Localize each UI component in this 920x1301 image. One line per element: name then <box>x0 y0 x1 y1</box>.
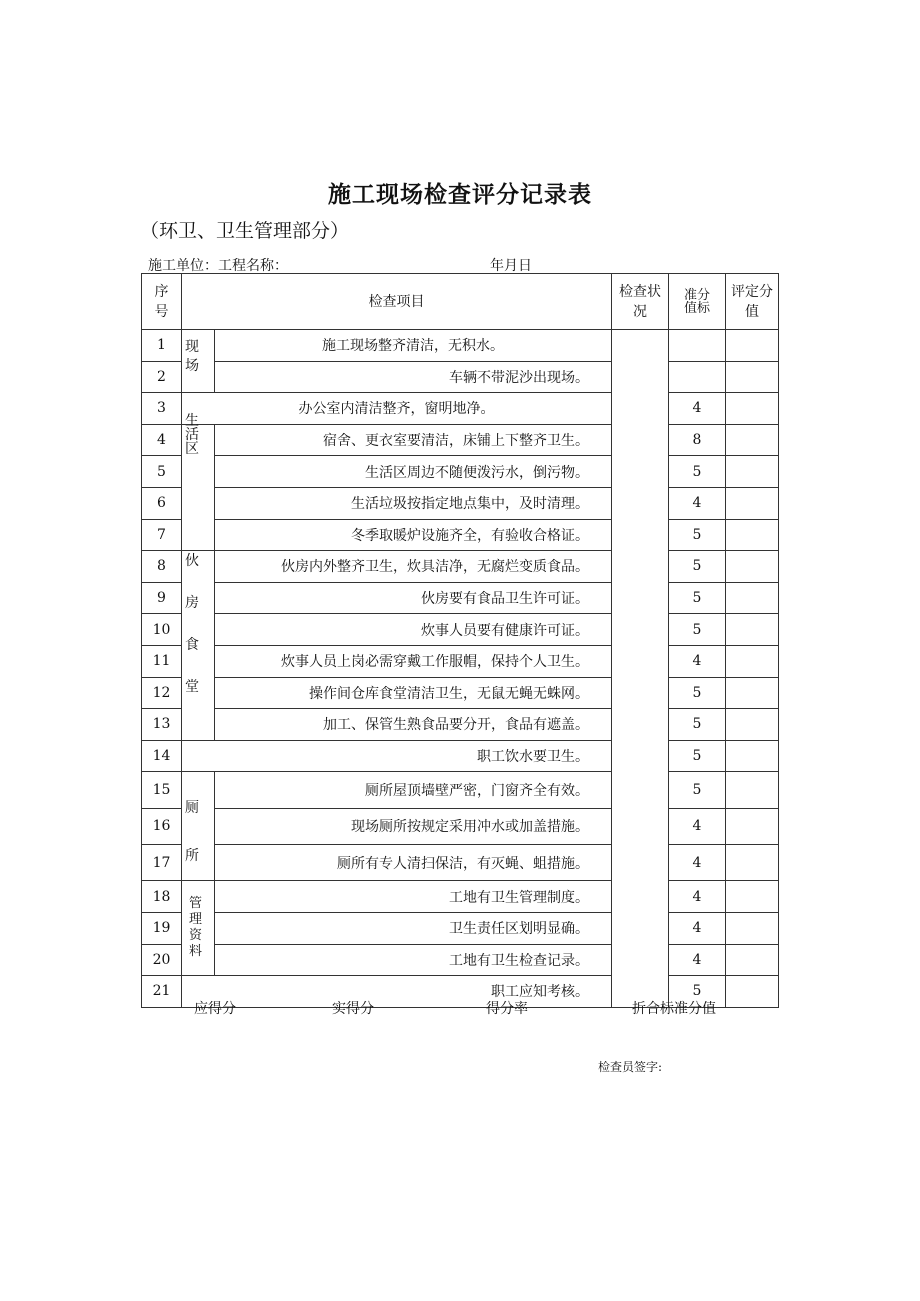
check-item: 操作间仓库食堂清洁卫生，无鼠无蝇无蛛网。 <box>215 677 612 709</box>
table-row <box>142 944 779 976</box>
rating-cell <box>726 881 779 913</box>
row-number: 19 <box>142 912 182 944</box>
row-number: 21 <box>142 976 182 1008</box>
check-item: 职工应知考核。 <box>182 976 612 1008</box>
standard-score: 5 <box>669 519 726 551</box>
check-item: 炊事人员要有健康许可证。 <box>215 614 612 646</box>
row-number: 18 <box>142 881 182 913</box>
inspection-table <box>141 273 779 1008</box>
rating-cell <box>726 456 779 488</box>
table-row <box>142 677 779 709</box>
rating-cell <box>726 487 779 519</box>
row-number: 2 <box>142 361 182 393</box>
rating-cell <box>726 844 779 880</box>
table-row <box>142 709 779 741</box>
standard-score: 5 <box>669 456 726 488</box>
standard-score <box>669 330 726 362</box>
check-item: 生活区周边不随便泼污水，倒污物。 <box>215 456 612 488</box>
rating-cell <box>726 740 779 772</box>
table-row <box>142 361 779 393</box>
check-item: 伙房要有食品卫生许可证。 <box>215 582 612 614</box>
rating-cell <box>726 393 779 425</box>
row-number: 16 <box>142 808 182 844</box>
row-number: 1 <box>142 330 182 362</box>
table-row <box>142 772 779 808</box>
rating-cell <box>726 519 779 551</box>
check-item: 施工现场整齐清洁，无积水。 <box>215 330 612 362</box>
row-number: 3 <box>142 393 182 425</box>
header-status: 检查状况 <box>612 274 669 330</box>
converted-score-label: 折合标准分值 <box>632 1001 716 1017</box>
header-no: 序号 <box>142 274 182 330</box>
rating-cell <box>726 330 779 362</box>
table-row <box>142 551 779 583</box>
row-number: 6 <box>142 487 182 519</box>
row-number: 14 <box>142 740 182 772</box>
category-toilet <box>182 772 215 881</box>
category-canteen-label: 伙房食堂 <box>185 553 199 696</box>
rating-cell <box>726 614 779 646</box>
check-item: 冬季取暖炉设施齐全，有验收合格证。 <box>215 519 612 551</box>
rating-cell <box>726 645 779 677</box>
check-item: 工地有卫生管理制度。 <box>215 881 612 913</box>
row-number: 20 <box>142 944 182 976</box>
status-column <box>612 330 669 1008</box>
table-row <box>142 844 779 880</box>
header-row <box>142 274 779 330</box>
page-title: 施工现场检查评分记录表 <box>328 182 592 208</box>
unit-label: 施工单位：工程名称： <box>148 258 288 274</box>
standard-score: 4 <box>669 844 726 880</box>
check-item: 办公室内清洁整齐，窗明地净。 <box>182 393 612 425</box>
rating-cell <box>726 772 779 808</box>
category-living-label: 生活区 <box>185 412 199 457</box>
row-number: 15 <box>142 772 182 808</box>
standard-score: 4 <box>669 808 726 844</box>
standard-score: 5 <box>669 772 726 808</box>
rating-cell <box>726 424 779 456</box>
standard-score: 5 <box>669 551 726 583</box>
standard-score: 5 <box>669 614 726 646</box>
rating-cell <box>726 944 779 976</box>
standard-score: 5 <box>669 582 726 614</box>
table-row <box>142 487 779 519</box>
row-number: 8 <box>142 551 182 583</box>
check-item: 厕所有专人清扫保洁，有灭蝇、蛆措施。 <box>215 844 612 880</box>
row-number: 7 <box>142 519 182 551</box>
standard-score: 8 <box>669 424 726 456</box>
table-row <box>142 740 779 772</box>
standard-score: 5 <box>669 709 726 741</box>
check-item: 炊事人员上岗必需穿戴工作服帽，保持个人卫生。 <box>215 645 612 677</box>
rating-cell <box>726 709 779 741</box>
table-row <box>142 645 779 677</box>
table-row <box>142 330 779 362</box>
category-site-label: 现场 <box>185 339 199 375</box>
standard-score: 4 <box>669 944 726 976</box>
inspector-signature-label: 检查员签字: <box>598 1060 663 1074</box>
table-row <box>142 456 779 488</box>
header-rating: 评定分值 <box>726 274 779 330</box>
summary-line <box>0 998 920 1018</box>
rating-cell <box>726 912 779 944</box>
check-item: 职工饮水要卫生。 <box>182 740 612 772</box>
score-rate-label: 得分率 <box>486 1001 528 1017</box>
row-number: 4 <box>142 424 182 456</box>
rating-cell <box>726 808 779 844</box>
category-living <box>182 412 215 550</box>
should-score-label: 应得分 <box>194 1001 236 1017</box>
row-number: 13 <box>142 709 182 741</box>
actual-score-label: 实得分 <box>332 1001 374 1017</box>
row-number: 17 <box>142 844 182 880</box>
standard-score: 4 <box>669 393 726 425</box>
standard-score: 4 <box>669 487 726 519</box>
check-item: 伙房内外整齐卫生，炊具洁净，无腐烂变质食品。 <box>215 551 612 583</box>
standard-score: 5 <box>669 740 726 772</box>
row-number: 11 <box>142 645 182 677</box>
check-item: 车辆不带泥沙出现场。 <box>215 361 612 393</box>
rating-cell <box>726 361 779 393</box>
table-row <box>142 808 779 844</box>
header-item: 检查项目 <box>182 274 612 330</box>
row-number: 5 <box>142 456 182 488</box>
table-row <box>142 912 779 944</box>
standard-score: 4 <box>669 645 726 677</box>
standard-score: 5 <box>669 976 726 1008</box>
check-item: 宿舍、更衣室要清洁，床铺上下整齐卫生。 <box>215 424 612 456</box>
rating-cell <box>726 582 779 614</box>
rating-cell <box>726 551 779 583</box>
standard-score: 5 <box>669 677 726 709</box>
table-row <box>142 881 779 913</box>
rating-cell <box>726 677 779 709</box>
check-item: 生活垃圾按指定地点集中，及时清理。 <box>215 487 612 519</box>
table-row <box>142 614 779 646</box>
standard-score <box>669 361 726 393</box>
category-toilet-label: 厕所 <box>185 800 199 865</box>
table-row <box>142 424 779 456</box>
check-item: 卫生责任区划明显确。 <box>215 912 612 944</box>
info-line <box>148 255 778 275</box>
table-row <box>142 519 779 551</box>
header-standard: 准分值标 <box>669 274 726 330</box>
check-item: 现场厕所按规定采用冲水或加盖措施。 <box>215 808 612 844</box>
date-label: 年月日 <box>490 258 532 274</box>
standard-score: 4 <box>669 881 726 913</box>
category-canteen <box>182 551 215 741</box>
standard-score: 4 <box>669 912 726 944</box>
table-row <box>142 393 779 425</box>
check-item: 厕所屋顶墙壁严密，门窗齐全有效。 <box>215 772 612 808</box>
row-number: 12 <box>142 677 182 709</box>
category-management-label: 管理资料 <box>189 896 203 960</box>
check-item: 工地有卫生检查记录。 <box>215 944 612 976</box>
row-number: 9 <box>142 582 182 614</box>
subtitle: （环卫、卫生管理部分） <box>140 220 350 242</box>
row-number: 10 <box>142 614 182 646</box>
table-row <box>142 582 779 614</box>
category-management <box>182 881 215 976</box>
category-site <box>182 330 215 393</box>
check-item: 加工、保管生熟食品要分开，食品有遮盖。 <box>215 709 612 741</box>
